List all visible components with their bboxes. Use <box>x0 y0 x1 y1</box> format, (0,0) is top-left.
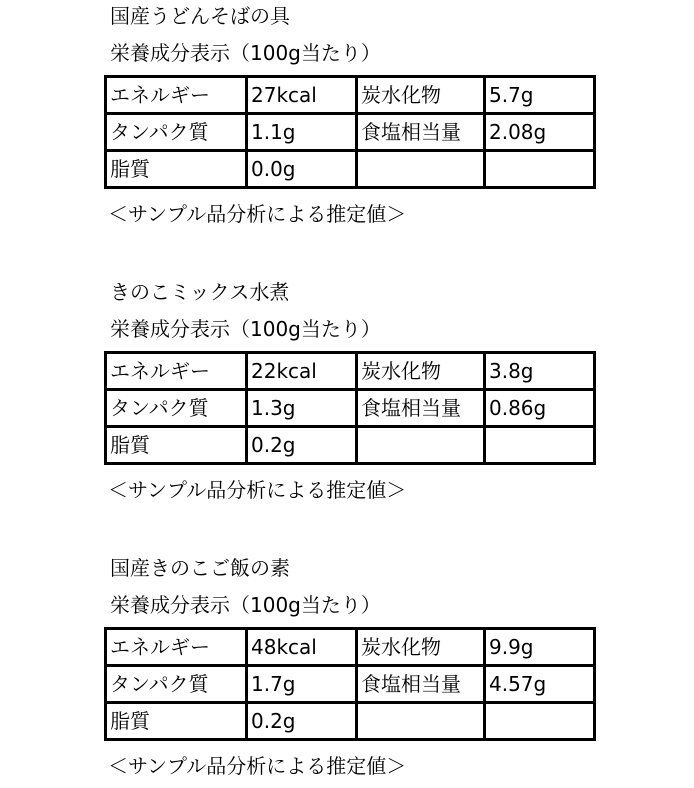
product-title: 国産うどんそばの具 <box>110 4 290 28</box>
nutrient-value-carbohydrate: 9.9g <box>485 629 595 666</box>
nutrient-value-protein: 1.3g <box>247 390 357 427</box>
nutrition-table <box>104 75 596 189</box>
nutrient-label-protein: タンパク質 <box>106 114 247 151</box>
product-title: 国産きのこご飯の素 <box>110 556 290 580</box>
table-row <box>106 629 595 666</box>
empty-cell <box>357 427 485 464</box>
table-row <box>106 390 595 427</box>
nutrient-label-fat: 脂質 <box>106 703 247 740</box>
nutrient-label-protein: タンパク質 <box>106 666 247 703</box>
nutrient-label-fat: 脂質 <box>106 427 247 464</box>
nutrient-value-carbohydrate: 5.7g <box>485 77 595 114</box>
nutrient-value-energy: 48kcal <box>247 629 357 666</box>
nutrient-label-fat: 脂質 <box>106 151 247 188</box>
nutrient-value-fat: 0.2g <box>247 427 357 464</box>
estimate-note: ＜サンプル品分析による推定値＞ <box>108 754 407 778</box>
nutrient-value-protein: 1.1g <box>247 114 357 151</box>
table-row <box>106 427 595 464</box>
empty-cell <box>485 703 595 740</box>
nutrient-label-carbohydrate: 炭水化物 <box>357 353 485 390</box>
nutrition-subtitle: 栄養成分表示（100g当たり） <box>110 317 381 341</box>
nutrient-label-carbohydrate: 炭水化物 <box>357 629 485 666</box>
nutrition-table <box>104 627 596 741</box>
table-row <box>106 151 595 188</box>
nutrient-label-salt: 食塩相当量 <box>357 114 485 151</box>
nutrient-value-salt: 0.86g <box>485 390 595 427</box>
nutrient-value-protein: 1.7g <box>247 666 357 703</box>
nutrient-value-fat: 0.2g <box>247 703 357 740</box>
nutrient-label-salt: 食塩相当量 <box>357 390 485 427</box>
table-row <box>106 77 595 114</box>
nutrient-value-energy: 22kcal <box>247 353 357 390</box>
nutrient-value-salt: 4.57g <box>485 666 595 703</box>
nutrient-label-energy: エネルギー <box>106 353 247 390</box>
nutrient-label-protein: タンパク質 <box>106 390 247 427</box>
nutrient-value-energy: 27kcal <box>247 77 357 114</box>
nutrient-value-fat: 0.0g <box>247 151 357 188</box>
estimate-note: ＜サンプル品分析による推定値＞ <box>108 202 407 226</box>
nutrient-label-salt: 食塩相当量 <box>357 666 485 703</box>
nutrient-label-energy: エネルギー <box>106 77 247 114</box>
nutrition-subtitle: 栄養成分表示（100g当たり） <box>110 41 381 65</box>
nutrient-value-carbohydrate: 3.8g <box>485 353 595 390</box>
table-row <box>106 666 595 703</box>
table-row <box>106 353 595 390</box>
nutrition-subtitle: 栄養成分表示（100g当たり） <box>110 593 381 617</box>
product-title: きのこミックス水煮 <box>110 280 290 304</box>
empty-cell <box>485 151 595 188</box>
table-row <box>106 114 595 151</box>
nutrition-table <box>104 351 596 465</box>
nutrient-label-carbohydrate: 炭水化物 <box>357 77 485 114</box>
table-row <box>106 703 595 740</box>
nutrient-value-salt: 2.08g <box>485 114 595 151</box>
empty-cell <box>357 151 485 188</box>
empty-cell <box>485 427 595 464</box>
nutrient-label-energy: エネルギー <box>106 629 247 666</box>
empty-cell <box>357 703 485 740</box>
estimate-note: ＜サンプル品分析による推定値＞ <box>108 478 407 502</box>
